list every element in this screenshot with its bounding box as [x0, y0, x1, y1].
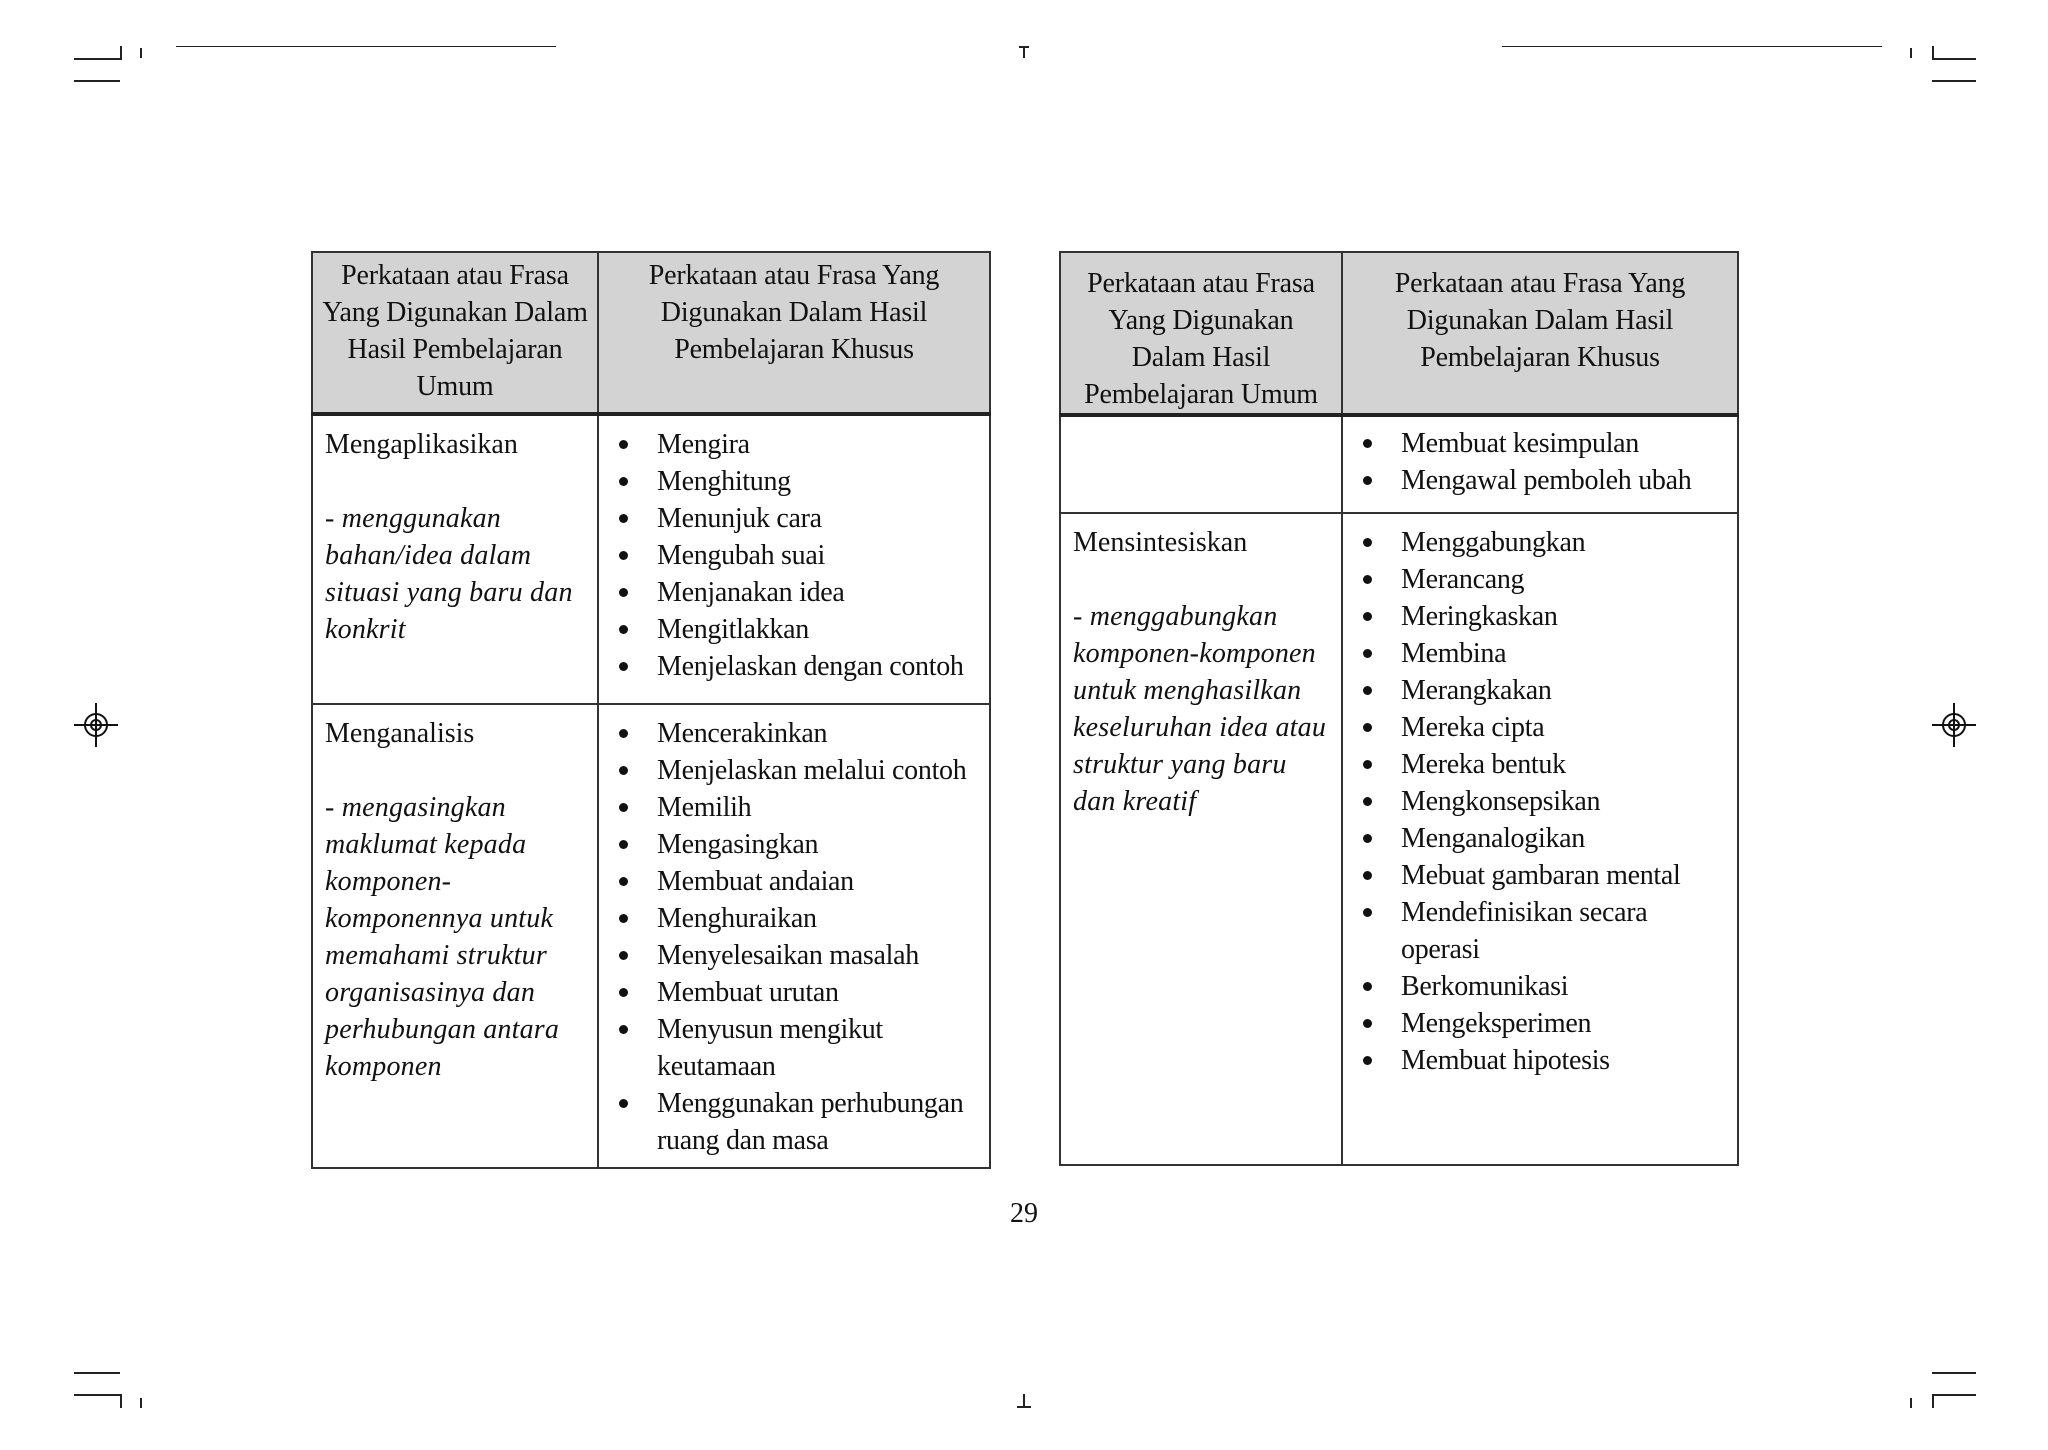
phrase-list-cell — [598, 414, 990, 704]
term-cell — [312, 414, 598, 704]
header-general-outcome: Perkataan atau Frasa Yang Digunakan Dalam Hasil Pembelajaran Umum — [312, 252, 598, 414]
list-item: Membuat urutan — [613, 974, 981, 1011]
list-item: Membuat andaian — [613, 863, 981, 900]
list-item: Mencerakinkan — [613, 715, 981, 752]
list-item: Merangkakan — [1357, 672, 1729, 709]
right-table — [1059, 251, 1739, 1166]
list-item: Mengawal pemboleh ubah — [1357, 462, 1729, 499]
phrase-list — [613, 715, 981, 1159]
term-name: Menganalisis — [325, 718, 475, 749]
table-row — [1060, 415, 1738, 513]
list-item: Mereka cipta — [1357, 709, 1729, 746]
phrase-list-cell — [598, 704, 990, 1168]
phrase-list — [1357, 425, 1729, 499]
registration-mark-icon — [74, 703, 118, 747]
term-name: Mengaplikasikan — [325, 429, 518, 460]
term-name: Mensintesiskan — [1073, 527, 1248, 558]
term-cell — [1060, 415, 1342, 513]
list-item: Membina — [1357, 635, 1729, 672]
table-header-row — [1060, 252, 1738, 415]
list-item: Menghuraikan — [613, 900, 981, 937]
list-item: Menyelesaikan masalah — [613, 937, 981, 974]
registration-mark-icon — [1932, 703, 1976, 747]
list-item: Menunjuk cara — [613, 500, 981, 537]
list-item: Menganalogikan — [1357, 820, 1729, 857]
list-item: Mereka bentuk — [1357, 746, 1729, 783]
table-row — [312, 414, 990, 704]
term-description: - mengasingkan maklumat kepada komponen-komponennya untuk memahami struktur organisasinya dan perhubungan antara komponen — [325, 792, 560, 1082]
table-row — [1060, 513, 1738, 1165]
term-cell — [1060, 513, 1342, 1165]
phrase-list-cell — [1342, 415, 1738, 513]
list-item: Mendefinisikan secara operasi — [1357, 894, 1729, 968]
list-item: Mengira — [613, 426, 981, 463]
left-table — [311, 251, 991, 1169]
table-row — [312, 704, 990, 1168]
list-item: Mengasingkan — [613, 826, 981, 863]
list-item: Berkomunikasi — [1357, 968, 1729, 1005]
list-item: Mebuat gambaran mental — [1357, 857, 1729, 894]
page-number: 29 — [1010, 1198, 1038, 1229]
list-item: Mengkonsepsikan — [1357, 783, 1729, 820]
list-item: Mengeksperimen — [1357, 1005, 1729, 1042]
header-specific-outcome: Perkataan atau Frasa Yang Digunakan Dalam Hasil Pembelajaran Khusus — [1342, 252, 1738, 415]
term-description: - menggunakan bahan/idea dalam situasi yang baru dan konkrit — [325, 503, 573, 645]
list-item: Menggabungkan — [1357, 524, 1729, 561]
term-description: - menggabungkan komponen-komponen untuk menghasilkan keseluruhan idea atau struktur yang baru dan kreatif — [1073, 601, 1327, 817]
list-item: Menjelaskan melalui contoh — [613, 752, 981, 789]
list-item: Merancang — [1357, 561, 1729, 598]
table-header-row — [312, 252, 990, 414]
term-cell — [312, 704, 598, 1168]
list-item: Memilih — [613, 789, 981, 826]
header-specific-outcome: Perkataan atau Frasa Yang Digunakan Dalam Hasil Pembelajaran Khusus — [598, 252, 990, 414]
list-item: Menjanakan idea — [613, 574, 981, 611]
list-item: Menggunakan perhubungan ruang dan masa — [613, 1085, 981, 1159]
list-item: Mengubah suai — [613, 537, 981, 574]
list-item: Menghitung — [613, 463, 981, 500]
phrase-list-cell — [1342, 513, 1738, 1165]
list-item: Mengitlakkan — [613, 611, 981, 648]
header-general-outcome: Perkataan atau Frasa Yang Digunakan Dalam Hasil Pembelajaran Umum — [1060, 252, 1342, 415]
list-item: Membuat hipotesis — [1357, 1042, 1729, 1079]
phrase-list — [613, 426, 981, 685]
list-item: Meringkaskan — [1357, 598, 1729, 635]
list-item: Membuat kesimpulan — [1357, 425, 1729, 462]
list-item: Menyusun mengikut keutamaan — [613, 1011, 981, 1085]
list-item: Menjelaskan dengan contoh — [613, 648, 981, 685]
phrase-list — [1357, 524, 1729, 1079]
